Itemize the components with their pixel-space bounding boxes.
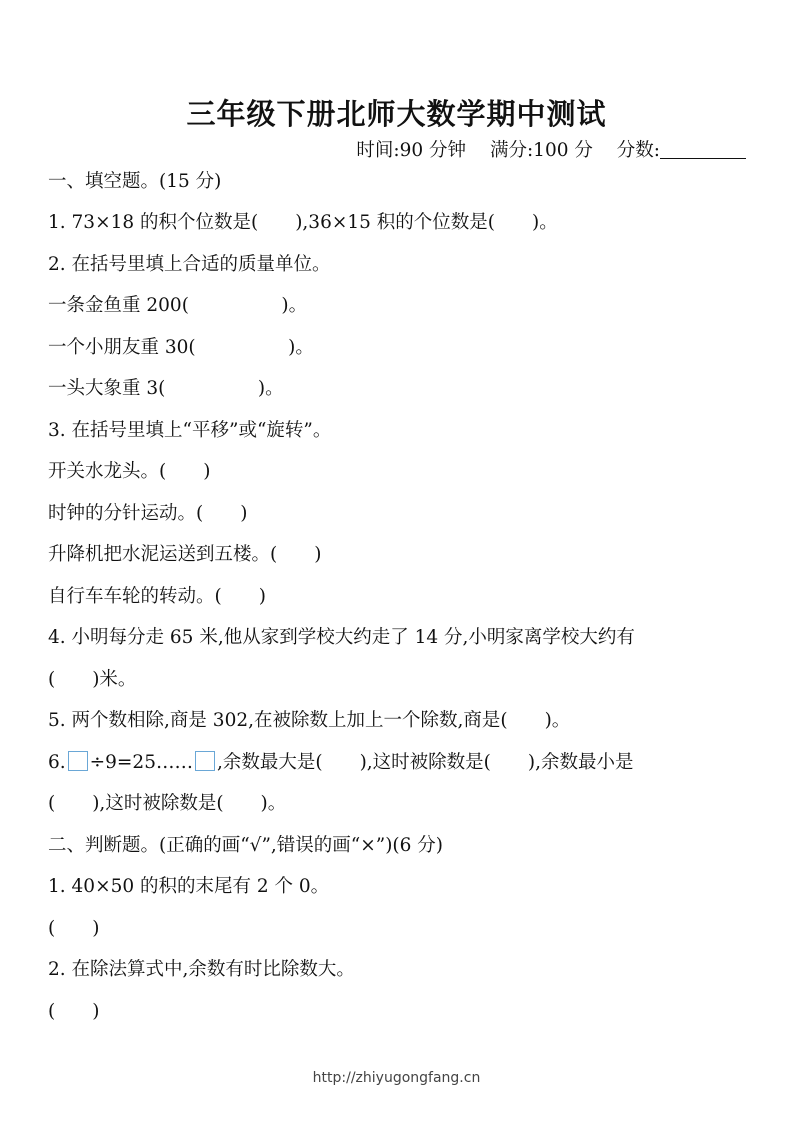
question-6-cont: ( ),这时被除数是( )。: [48, 793, 287, 814]
score-field: [617, 140, 746, 161]
question-2b: 一个小朋友重 30( )。: [48, 337, 314, 358]
question-6-expression: ÷9=25……: [89, 752, 193, 773]
exam-meta: [338, 136, 746, 162]
question-3a: 开关水龙头。( ): [48, 461, 211, 482]
remainder-box[interactable]: [195, 751, 215, 771]
judge-1-answer[interactable]: ( ): [48, 918, 100, 939]
question-5: 5. 两个数相除,商是 302,在被除数上加上一个除数,商是( )。: [48, 710, 571, 731]
question-2c: 一头大象重 3( )。: [48, 378, 284, 399]
judge-2: 2. 在除法算式中,余数有时比除数大。: [48, 959, 355, 980]
question-4: 4. 小明每分走 65 米,他从家到学校大约走了 14 分,小明家离学校大约有: [48, 627, 635, 648]
question-6-text: ,余数最大是( ),这时被除数是( ),余数最小是: [216, 752, 634, 773]
question-3b: 时钟的分针运动。( ): [48, 503, 248, 524]
page-title: 三年级下册北师大数学期中测试: [186, 97, 607, 131]
judge-2-answer[interactable]: ( ): [48, 1001, 100, 1022]
question-6: [48, 751, 634, 775]
footer-url: http://zhiyugongfang.cn: [312, 1070, 481, 1086]
section-2-heading: 二、判断题。(正确的画“√”,错误的画“×”)(6 分): [48, 835, 444, 856]
score-label: 分数:: [616, 140, 660, 161]
dividend-box[interactable]: [68, 751, 88, 771]
question-2: 2. 在括号里填上合适的质量单位。: [48, 254, 331, 275]
section-1-heading: 一、填空题。(15 分): [48, 171, 222, 192]
question-4-cont: ( )米。: [48, 669, 137, 690]
full-score: 满分:100 分: [489, 140, 593, 161]
question-2a: 一条金鱼重 200( )。: [48, 295, 308, 316]
question-3: 3. 在括号里填上“平移”或“旋转”。: [48, 420, 332, 441]
question-6-number: 6.: [48, 752, 66, 773]
judge-1: 1. 40×50 的积的末尾有 2 个 0。: [48, 876, 330, 897]
question-1: 1. 73×18 的积个位数是( ),36×15 积的个位数是( )。: [48, 212, 558, 233]
question-3d: 自行车车轮的转动。( ): [48, 586, 266, 607]
score-blank[interactable]: [660, 142, 746, 159]
question-3c: 升降机把水泥运送到五楼。( ): [48, 544, 322, 565]
time-limit: 时间:90 分钟: [356, 140, 467, 161]
